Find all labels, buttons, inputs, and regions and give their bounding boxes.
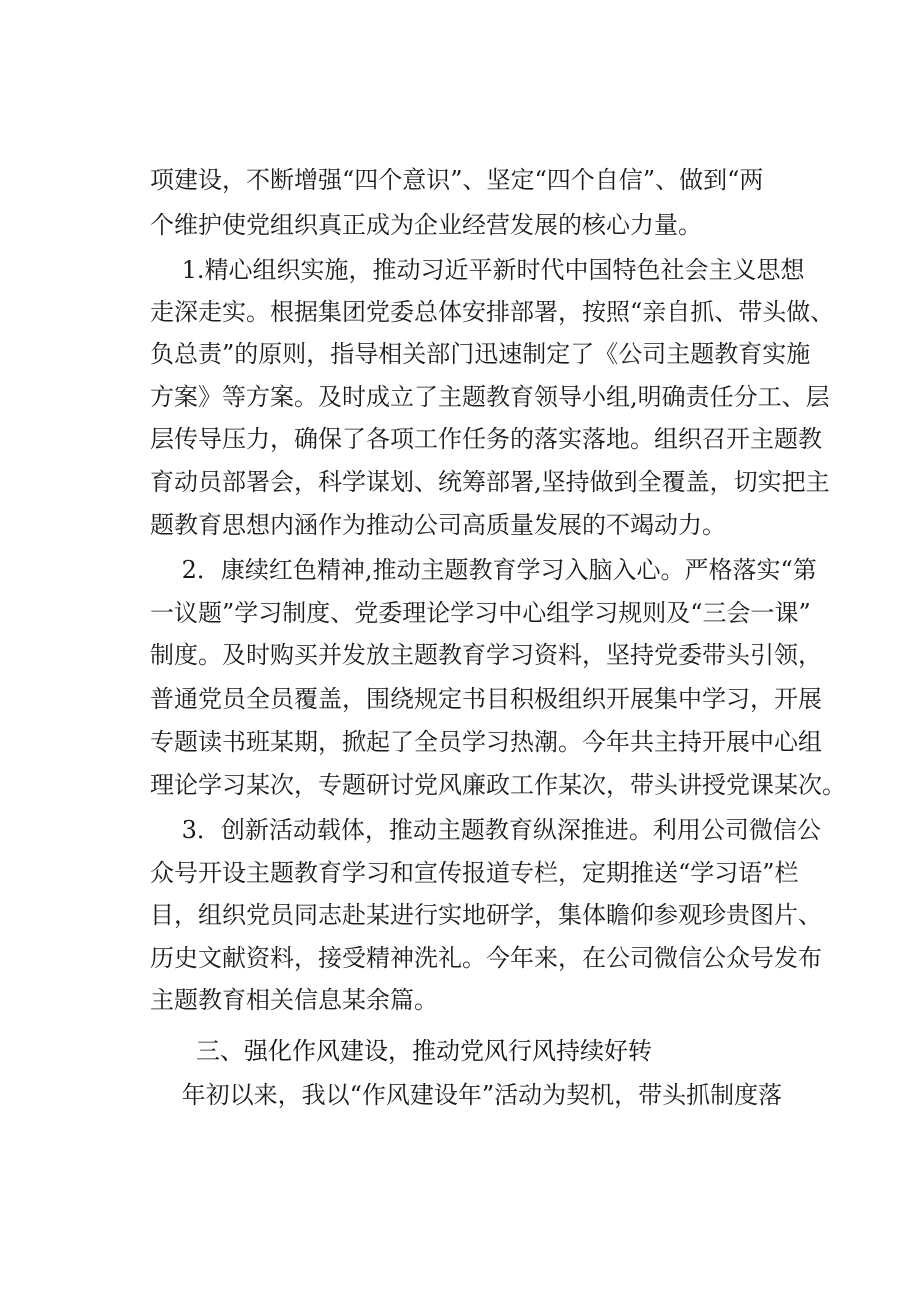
body-text-line: 2．康续红色精神,推动主题教育学习入脑入心。严格落实“第: [150, 556, 817, 584]
body-text-line: 制度。及时购买并发放主题教育学习资料，坚持党委带头引领，: [150, 641, 822, 669]
body-text-line: 走深走实。根据集团党委总体安排部署，按照“亲自抓、带头做、: [150, 298, 835, 326]
body-text-line: 年初以来，我以“作风建设年”活动为契机，带头抓制度落: [150, 1081, 783, 1109]
body-text-line: 主题教育相关信息某余篇。: [150, 986, 438, 1014]
body-text-line: 方案》等方案。及时成立了主题教育领导小组,明确责任分工、层: [150, 383, 830, 411]
body-text-line: 理论学习某次，专题研讨党风廉政工作某次，带头讲授党课某次。: [150, 771, 846, 799]
section-heading: 三、强化作风建设，推动党风行风持续好转: [196, 1037, 652, 1065]
body-text-line: 项建设，不断增强“四个意识”、坚定“四个自信”、做到“两: [150, 166, 764, 194]
body-text-line: 3．创新活动载体，推动主题教育纵深推进。利用公司微信公: [150, 816, 821, 844]
body-text-line: 一议题”学习制度、党委理论学习中心组学习规则及“三会一课”: [150, 599, 811, 627]
body-text-line: 层传导压力，确保了各项工作任务的落实落地。组织召开主题教: [150, 425, 822, 453]
body-text-line: 育动员部署会，科学谋划、统筹部署,坚持做到全覆盖，切实把主: [150, 468, 830, 496]
body-text-line: 个维护使党组织真正成为企业经营发展的核心力量。: [150, 211, 702, 239]
body-text-line: 专题读书班某期，掀起了全员学习热潮。今年共主持开展中心组: [150, 728, 822, 756]
body-text-line: 众号开设主题教育学习和宣传报道专栏，定期推送“学习语”栏: [150, 859, 799, 887]
body-text-line: 1.精心组织实施，推动习近平新时代中国特色社会主义思想: [150, 256, 805, 284]
body-text-line: 目，组织党员同志赴某进行实地研学，集体瞻仰参观珍贵图片、: [150, 901, 822, 929]
body-text-line: 普通党员全员覆盖，围绕规定书目积极组织开展集中学习，开展: [150, 685, 822, 713]
body-text-line: 历史文献资料，接受精神洗礼。今年来，在公司微信公众号发布: [150, 944, 822, 972]
body-text-line: 题教育思想内涵作为推动公司高质量发展的不竭动力。: [150, 511, 726, 539]
body-text-line: 负总责”的原则，指导相关部门迅速制定了《公司主题教育实施: [150, 340, 811, 368]
